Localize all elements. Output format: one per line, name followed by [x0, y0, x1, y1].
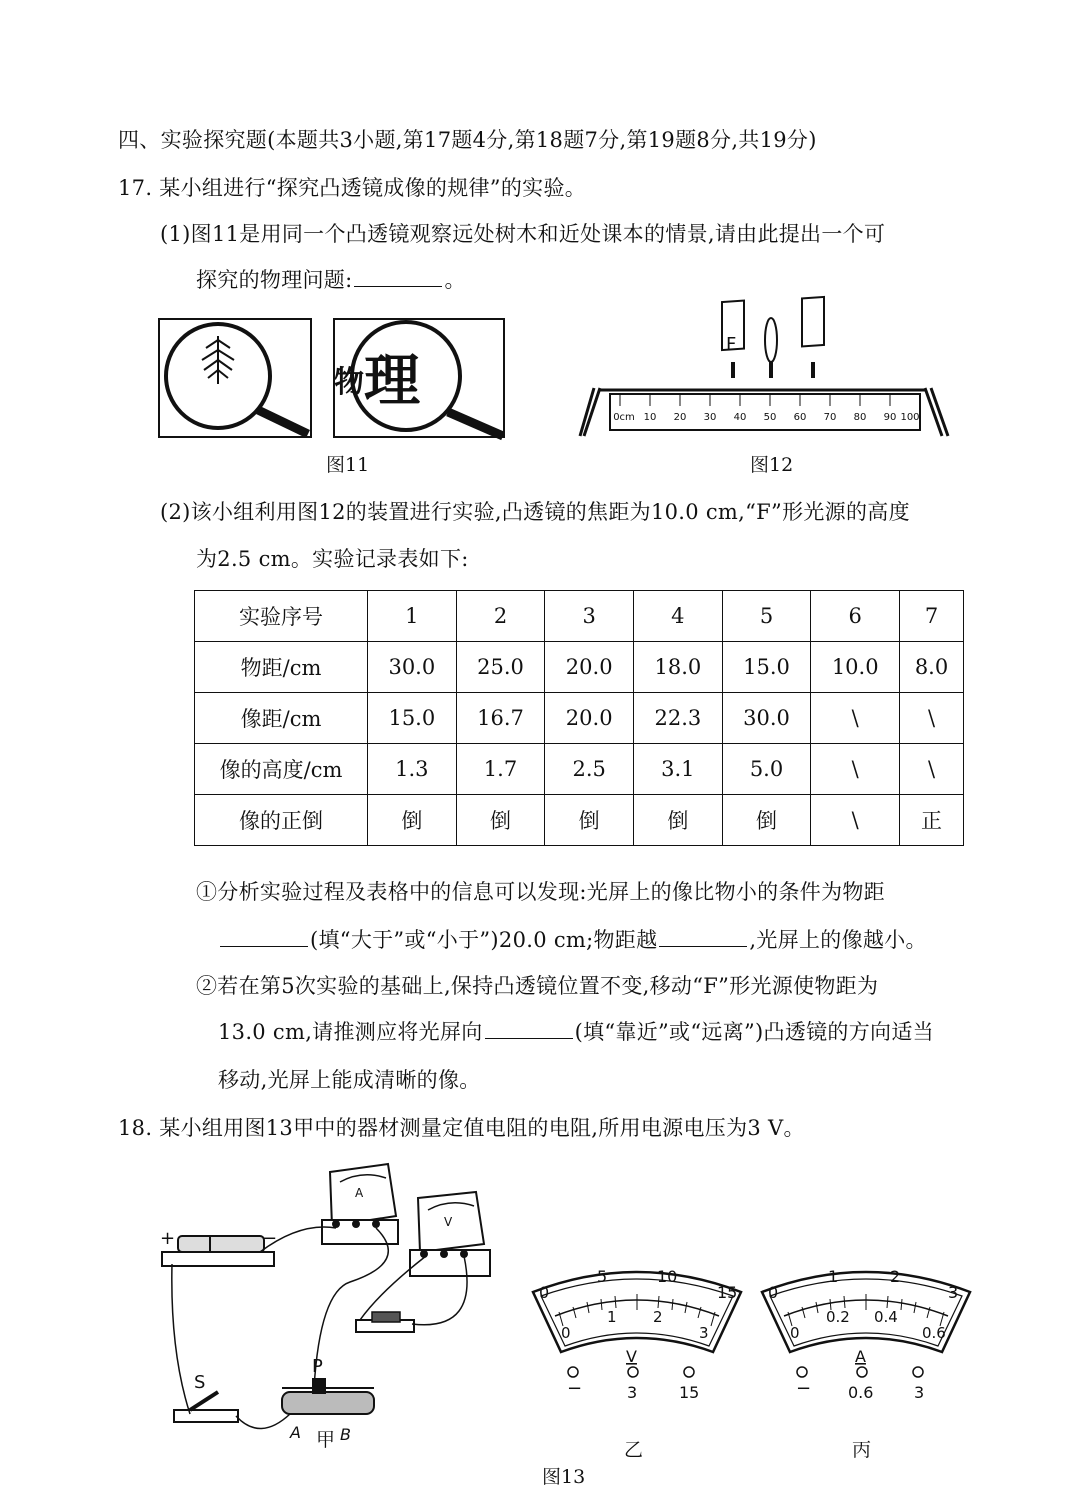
q17-conclusion2-pre: 13.0 cm,请推测应将光屏向: [218, 1020, 483, 1044]
table-cell: \: [900, 744, 964, 795]
ammeter-lower-label: 0.2: [826, 1308, 850, 1326]
voltmeter-terminal-label: 3: [627, 1383, 638, 1402]
light-source-f: F: [726, 334, 737, 355]
ammeter-terminal-label: 0.6: [848, 1383, 874, 1402]
voltmeter-terminal-label: 15: [679, 1383, 700, 1402]
voltmeter-upper-label: 10: [657, 1267, 678, 1286]
ruler-label: 30: [703, 412, 717, 423]
table-row: [195, 693, 964, 744]
battery-plus: +: [160, 1228, 176, 1249]
table-cell: 2: [456, 591, 545, 642]
table-cell: 30.0: [368, 642, 457, 693]
q17-conclusion2-line2: [218, 1016, 934, 1046]
table-cell: 1: [368, 591, 457, 642]
ammeter-terminal-label: −: [796, 1378, 812, 1399]
question-18-stem: 18. 某小组用图13甲中的器材测量定值电阻的电阻,所用电源电压为3 V。: [118, 1116, 805, 1140]
voltmeter-symbol: V: [444, 1215, 453, 1229]
ruler-label: 20: [673, 412, 687, 423]
ammeter-lower-label: 0: [790, 1324, 800, 1342]
table-cell: \: [811, 795, 900, 846]
q17-conclusion1-end: ,光屏上的像越小。: [749, 928, 927, 952]
ruler-label: 0cm: [613, 412, 635, 423]
table-cell: 倒: [368, 795, 457, 846]
voltmeter-symbol: V: [626, 1347, 637, 1366]
table-cell: 22.3: [634, 693, 723, 744]
q17-part2-line1: (2)该小组利用图12的装置进行实验,凸透镜的焦距为10.0 cm,“F”形光源的高度: [160, 500, 910, 524]
tree-image: [202, 336, 234, 384]
figure-12-optical-bench: [580, 310, 950, 440]
ammeter-upper-label: 2: [890, 1267, 901, 1286]
table-cell: \: [811, 744, 900, 795]
voltmeter-upper-label: 15: [717, 1283, 738, 1302]
book-text-partial: 物: [334, 365, 364, 400]
figure-13-yi-caption: 乙: [624, 1439, 644, 1461]
figure-13-jia-caption: 甲: [316, 1429, 336, 1451]
q17-part1-line2: [196, 264, 466, 294]
ammeter-symbol: A: [355, 1186, 364, 1200]
q17-conclusion2-line3: 移动,光屏上能成清晰的像。: [218, 1068, 481, 1092]
table-cell: 2.5: [545, 744, 634, 795]
q17-conclusion1-line1: ①分析实验过程及表格中的信息可以发现:光屏上的像比物小的条件为物距: [196, 880, 885, 904]
table-cell: 30.0: [722, 693, 811, 744]
q17-part1-line1: (1)图11是用同一个凸透镜观察远处树木和近处课本的情景,请由此提出一个可: [160, 222, 886, 246]
figure-12-caption: 图12: [750, 454, 794, 476]
experiment-table: [194, 590, 964, 846]
voltmeter-upper-label: 5: [597, 1267, 608, 1286]
q17-part2-line2: 为2.5 cm。实验记录表如下:: [196, 547, 469, 571]
table-cell: 倒: [722, 795, 811, 846]
ruler-label: 10: [643, 412, 657, 423]
voltmeter-dial: [527, 1262, 747, 1412]
table-cell: 15.0: [722, 642, 811, 693]
table-cell: \: [811, 693, 900, 744]
voltmeter-lower-label: 1: [607, 1308, 617, 1326]
table-cell: 7: [900, 591, 964, 642]
battery-minus: −: [262, 1228, 278, 1249]
voltmeter-upper-label: 0: [539, 1283, 550, 1302]
q17-conclusion1-line2: [218, 924, 927, 954]
table-cell: 3: [545, 591, 634, 642]
book-text-magnified: 理: [364, 349, 420, 414]
table-cell: 像距/cm: [195, 693, 368, 744]
voltmeter-lower-label: 3: [699, 1324, 709, 1342]
table-cell: 正: [900, 795, 964, 846]
table-cell: \: [900, 693, 964, 744]
table-cell: 10.0: [811, 642, 900, 693]
ammeter-lower-label: 0.6: [922, 1324, 946, 1342]
section-title: 四、实验探究题(本题共3小题,第17题4分,第18题7分,第19题8分,共19分): [118, 128, 817, 152]
table-cell: 8.0: [900, 642, 964, 693]
q17-part1-end: 。: [444, 268, 466, 292]
voltmeter-terminal-label: −: [567, 1378, 583, 1399]
figure-13-circuit: [150, 1152, 520, 1452]
terminal-b-label: B: [340, 1425, 351, 1444]
ammeter-upper-label: 0: [768, 1283, 779, 1302]
table-cell: 倒: [634, 795, 723, 846]
ruler-label: 50: [763, 412, 777, 423]
ruler-label: 90: [883, 412, 897, 423]
table-cell: 20.0: [545, 642, 634, 693]
table-cell: 15.0: [368, 693, 457, 744]
table-row: [195, 744, 964, 795]
figure-13-caption: 图13: [542, 1466, 586, 1488]
table-cell: 4: [634, 591, 723, 642]
answer-blank-4[interactable]: [485, 1020, 573, 1039]
ruler-label: 40: [733, 412, 747, 423]
slider-label: P: [312, 1356, 323, 1377]
table-row: [195, 642, 964, 693]
table-cell: 像的高度/cm: [195, 744, 368, 795]
ruler-label: 70: [823, 412, 837, 423]
figure-11-caption: 图11: [326, 454, 370, 476]
table-cell: 5: [722, 591, 811, 642]
figure-13-bing-caption: 丙: [852, 1439, 872, 1461]
table-cell: 16.7: [456, 693, 545, 744]
q17-conclusion1-mid: (填“大于”或“小于”)20.0 cm;物距越: [310, 928, 658, 952]
answer-blank-1[interactable]: [354, 268, 442, 287]
table-cell: 5.0: [722, 744, 811, 795]
table-cell: 18.0: [634, 642, 723, 693]
table-cell: 6: [811, 591, 900, 642]
table-row: [195, 591, 964, 642]
table-cell: 倒: [456, 795, 545, 846]
ammeter-terminal-label: 3: [914, 1383, 925, 1402]
ammeter-lower-label: 0.4: [874, 1308, 898, 1326]
table-cell: 物距/cm: [195, 642, 368, 693]
ammeter-upper-label: 3: [948, 1283, 959, 1302]
table-cell: 倒: [545, 795, 634, 846]
table-row: [195, 795, 964, 846]
switch-label: S: [194, 1372, 206, 1393]
answer-blank-2[interactable]: [220, 928, 308, 947]
ammeter-symbol: A: [855, 1347, 866, 1366]
q17-conclusion2-post: (填“靠近”或“远离”)凸透镜的方向适当: [574, 1020, 934, 1044]
voltmeter-lower-label: 0: [561, 1324, 571, 1342]
answer-blank-3[interactable]: [659, 928, 747, 947]
table-cell: 3.1: [634, 744, 723, 795]
table-cell: 20.0: [545, 693, 634, 744]
terminal-a-label: A: [290, 1423, 301, 1442]
ruler-label: 60: [793, 412, 807, 423]
table-cell: 1.7: [456, 744, 545, 795]
figure-11: [158, 318, 508, 443]
table-cell: 像的正倒: [195, 795, 368, 846]
ruler-label: 100: [900, 412, 920, 423]
table-cell: 实验序号: [195, 591, 368, 642]
question-17-stem: 17. 某小组进行“探究凸透镜成像的规律”的实验。: [118, 176, 587, 200]
voltmeter-lower-label: 2: [653, 1308, 663, 1326]
q17-conclusion2-line1: ②若在第5次实验的基础上,保持凸透镜位置不变,移动“F”形光源使物距为: [196, 974, 879, 998]
ammeter-dial: [756, 1262, 976, 1412]
table-cell: 25.0: [456, 642, 545, 693]
q17-part1-prompt: 探究的物理问题:: [196, 268, 353, 292]
ruler-label: 80: [853, 412, 867, 423]
ammeter-upper-label: 1: [828, 1267, 839, 1286]
table-cell: 1.3: [368, 744, 457, 795]
